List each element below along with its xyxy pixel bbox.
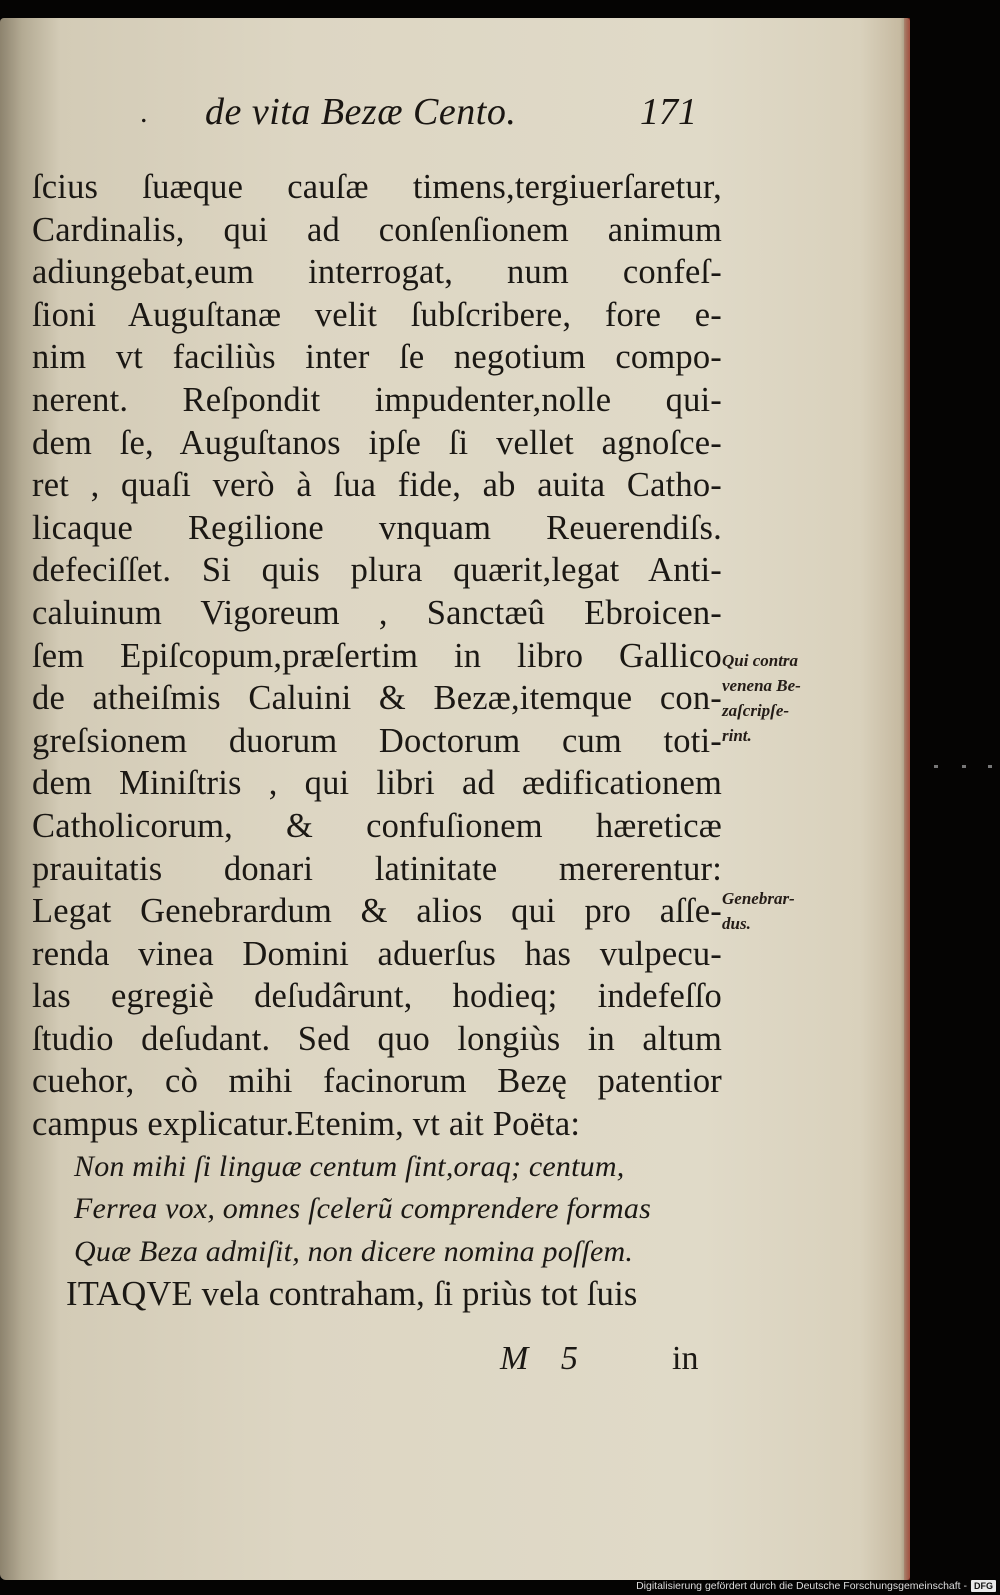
text-line: caluinum Vigoreum , Sanctæû Ebroicen-	[32, 593, 722, 632]
text-line: nim vt faciliùs inter ſe negotium compo-	[32, 338, 722, 377]
text-line: adiungebat,eum interrogat, num confeſ-	[32, 253, 722, 292]
text-line: dem ſe, Auguſtanos ipſe ſi vellet agnoſce-	[32, 423, 722, 462]
margin-note-line: dus.	[722, 914, 751, 933]
margin-note-line: Genebrar-	[722, 889, 795, 908]
margin-note-line: Qui contra	[722, 651, 799, 670]
catchword: in	[672, 1340, 699, 1377]
text-line: campus explicatur.Etenim, vt ait Poëta:	[32, 1105, 581, 1144]
text-line: greſsionem duorum Doctorum cum toti-	[32, 721, 722, 760]
credit-text: Digitalisierung gefördert durch die Deutsche Forschungsgemeinschaft -	[636, 1580, 967, 1592]
margin-note-line: venena Be-	[722, 676, 801, 695]
dfg-logo: DFG	[971, 1580, 996, 1592]
signature-mark: M 5	[500, 1340, 590, 1377]
text-line: ret , quaſi verò à ſua fide, ab auita Catho-	[32, 466, 722, 505]
text-line: cuehor, cò mihi facinorum Bezę patentior	[32, 1062, 722, 1101]
verse-line: Non mihi ſi linguæ centum ſint,oraq; centum,	[74, 1149, 625, 1183]
digitization-credit	[636, 1579, 996, 1593]
text-line: ſem Epiſcopum,præſertim in libro Gallico	[32, 636, 722, 675]
text-line: ſcius ſuæque cauſæ timens,tergiuerſaretur,	[32, 168, 722, 206]
margin-note-line: rint.	[722, 726, 752, 745]
page-number: 171	[640, 91, 697, 133]
text-line: nerent. Reſpondit impudenter,nolle qui-	[32, 380, 722, 419]
body-text	[32, 166, 722, 1316]
text-line: defeciſſet. Si quis plura quærit,legat Anti-	[32, 551, 722, 590]
running-head-title: de vita Bezæ Cento.	[205, 91, 517, 133]
edge-dots	[930, 760, 1000, 774]
text-line: las egregiè deſudârunt, hodieq; indefeſſo	[32, 977, 722, 1016]
book-page	[0, 18, 910, 1580]
margin-note-line: zaſcripſe-	[722, 701, 790, 720]
margin-note-qui-contra	[722, 648, 852, 748]
text-line: licaque Regilione vnquam Reuerendiſs.	[32, 508, 722, 547]
text-line: prauitatis donari latinitate mererentur:	[32, 849, 722, 888]
text-line: ſtudio deſudant. Sed quo longiùs in altum	[32, 1019, 722, 1058]
margin-note-genebrardus	[722, 886, 852, 936]
running-head-dot: .	[140, 96, 148, 129]
running-head	[0, 90, 910, 140]
text-line: ſioni Auguſtanæ velit ſubſcribere, fore e-	[32, 295, 722, 334]
verse-line: Ferrea vox, omnes ſcelerũ comprendere formas	[74, 1192, 651, 1226]
closing-line: ITAQVE vela contraham, ſi priùs tot ſuis	[66, 1275, 638, 1314]
text-line: de atheiſmis Caluini & Bezæ,itemque con-	[32, 679, 722, 718]
text-line: renda vinea Domini aduerſus has vulpecu-	[32, 934, 722, 973]
verse-line: Quæ Beza admiſit, non dicere nomina poſſem.	[74, 1234, 634, 1268]
text-line: Cardinalis, qui ad conſenſionem animum	[32, 210, 722, 249]
text-line: Catholicorum, & confuſionem hæreticæ	[32, 806, 722, 845]
text-line: dem Miniſtris , qui libri ad ædificationem	[32, 764, 722, 803]
text-line: Legat Genebrardum & alios qui pro aſſe-	[32, 892, 722, 931]
